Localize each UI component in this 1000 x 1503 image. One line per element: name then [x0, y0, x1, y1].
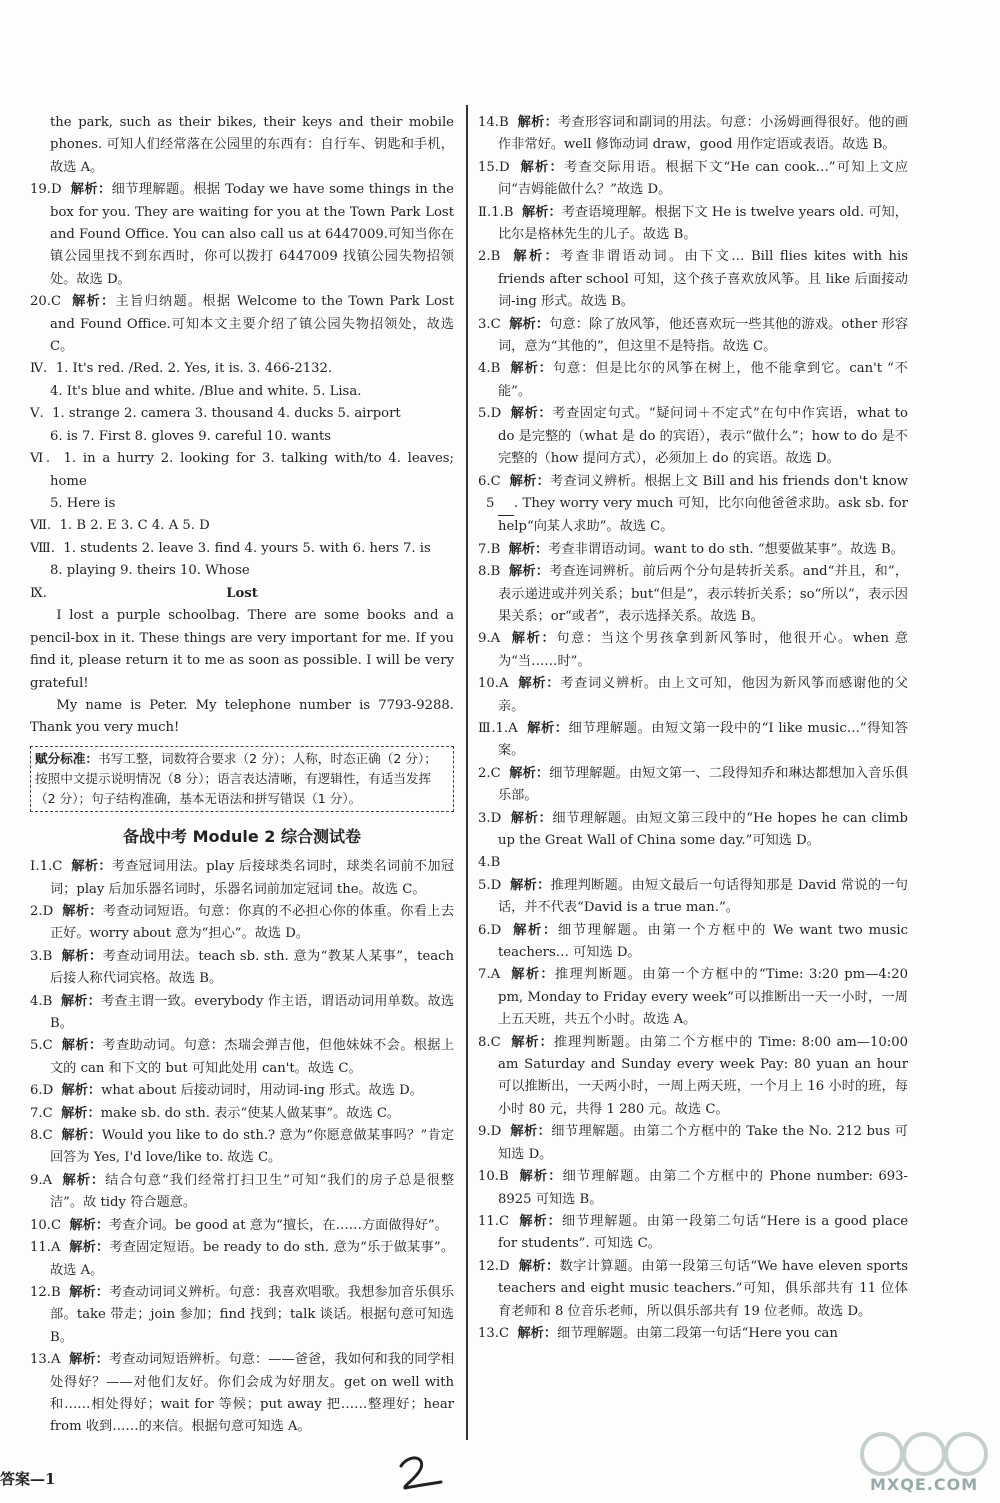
- answer-item: [478, 561, 908, 628]
- explanation-label: 解析：: [61, 1128, 102, 1144]
- answer-number: 19.D: [30, 182, 62, 198]
- answer-text: 考查交际用语。根据下文“He can cook…”可知上文应问“吉姆能做什么？”故选 D。: [498, 159, 909, 198]
- explanation-label: 解析：: [510, 1124, 552, 1140]
- answer-number: 3.B: [30, 948, 53, 964]
- answer-number: 8.C: [478, 1034, 501, 1050]
- essay-paragraph-1: I lost a purple schoolbag. There are some books and a pencil-box in it. These things are very important for me. If you find it, please return it to me as soon as possible. I will be very grateful!: [30, 608, 454, 691]
- handwritten-mark: [395, 1452, 445, 1492]
- answer-number: 7.A: [478, 967, 501, 983]
- scoring-criteria-box: [30, 746, 454, 812]
- answer-number: 7.B: [478, 541, 501, 557]
- explanation-label: 解析：: [509, 765, 550, 781]
- answer-text: 1. strange 2. camera 3. thousand 4. ducks 5. airport: [52, 406, 401, 422]
- answer-text: 6. is 7. First 8. gloves 9. careful 10. wants: [50, 428, 332, 444]
- answer-item: [30, 448, 454, 493]
- explanation-label: 解析：: [511, 1034, 554, 1050]
- answer-number: 10.A: [478, 676, 509, 692]
- answer-number: 3.C: [478, 316, 501, 332]
- answer-text: 考查固定句式。“疑问词＋不定式”在句中作宾语，what to do 是完整的（what 是 do 的宾语），表示“做什么”；how to do 是不完整的（how 提问方式），必须加上 do 的宾语。故选 D。: [498, 406, 909, 467]
- essay-title: Lost: [226, 585, 258, 601]
- answer-text: 1. It's red. /Red. 2. Yes, it is. 3. 466-2132.: [55, 361, 333, 377]
- explanation-label: 解析：: [62, 904, 103, 919]
- answer-text: 主旨归纳题。根据 Welcome to the Town Park Lost and Found Office.可知本文主要介绍了镇公园失物招领处，故选 C。: [50, 294, 454, 355]
- explanation-label: 解析：: [61, 948, 103, 964]
- answer-item: [30, 179, 454, 291]
- answer-text: 考查动词短语辨析。句意：——爸爸，我如何和我的同学相处得好？——对他们友好。你们会成为好朋友。get on well with 和……相处得好；wait for 等候；put away 把……整理好；hear from 收到……的来信。根据句意可知选 A。: [50, 1352, 455, 1435]
- left-answer-list: [30, 112, 454, 583]
- answer-text: 考查主谓一致。everybody 作主语，谓语动词用单数。故选 B。: [50, 993, 455, 1032]
- answer-item: [30, 1349, 454, 1439]
- explanation-label: 解析：: [520, 159, 565, 175]
- explanation-label: 解析：: [519, 1169, 563, 1185]
- explanation-label: 解析：: [69, 1217, 110, 1233]
- answer-item: [30, 493, 454, 515]
- column-divider: [466, 105, 468, 1440]
- explanation-label: 解析：: [517, 115, 559, 130]
- answer-number: 6.D: [478, 922, 502, 938]
- answer-number: 8.B: [478, 564, 501, 580]
- answer-text: 考查助动词。句意：杰瑞会弹吉他，但他妹妹不会。根据上文的 can 和下文的 but 可知此处用 can't。故选 C。: [50, 1038, 455, 1076]
- answer-text: 8. playing 9. theirs 10. Whose: [50, 563, 250, 579]
- answer-item: [478, 1032, 908, 1122]
- answer-number: 13.A: [30, 1352, 61, 1368]
- answer-item: [30, 515, 454, 537]
- answer-text: 1. B 2. E 3. C 4. A 5. D: [59, 518, 210, 534]
- answer-item: [30, 403, 454, 425]
- explanation-label: 解析：: [519, 1213, 562, 1229]
- module-2-answer-list: [30, 856, 454, 1439]
- explanation-label: 解析：: [518, 676, 561, 692]
- explanation-label: 解析：: [508, 541, 549, 557]
- answer-item: [30, 901, 454, 946]
- answer-text: 考查词义辨析。由上文可知，他因为新风筝而感谢他的父亲。: [498, 676, 909, 714]
- answer-text: 4. It's blue and white. /Blue and white. 5. Lisa.: [50, 383, 362, 399]
- answer-item: [478, 112, 908, 157]
- answer-text: 句意：当这个男孩拿到新风筝时，他很开心。when 意为“当……时”。: [498, 631, 908, 669]
- answer-number: 6.C: [478, 473, 501, 489]
- answer-number: 3.D: [478, 810, 502, 826]
- explanation-label: 解析：: [61, 1083, 102, 1099]
- answer-text: 细节理解题。由短文第三段中的“He hopes he can climb up the Great Wall of China some day.”可知选 D。: [498, 810, 908, 848]
- answer-item: [30, 538, 454, 560]
- blank-number: 5: [498, 493, 514, 516]
- answer-number: Ⅵ.: [30, 451, 51, 467]
- answer-text: 考查固定短语。be ready to do sth. 意为“乐于做某事”。故选 A。: [50, 1240, 455, 1278]
- explanation-label: 解析：: [61, 1038, 103, 1054]
- answer-item: [30, 1035, 454, 1080]
- answer-text: make sb. do sth. 表示“使某人做某事”。故选 C。: [100, 1105, 401, 1121]
- answer-text: 考查动词用法。teach sb. sth. 意为“教某人某事”，teach 后接人称代词宾格。故选 B。: [50, 948, 455, 987]
- answer-text: 推理判断题。由第二个方框中的 Time: 8:00 am—10:00 am Saturday and Sunday every week Pay: 80 yuan an hour 可以推断出，一天两小时，一周上两天班，一个月上 16 小时的班，每小时 80 元，共得 1 280 元。故选 C。: [498, 1034, 909, 1117]
- answer-number: 8.C: [30, 1128, 53, 1144]
- answer-text: 细节理解题。由第一段第二句话“Here is a good place for students”. 可知选 C。: [498, 1213, 909, 1252]
- answer-item: [30, 358, 454, 380]
- answer-number: 2.B: [478, 249, 501, 265]
- answer-text: 考查介词。be good at 意为“擅长，在……方面做得好”。: [109, 1217, 448, 1233]
- answer-number: 2.C: [478, 765, 501, 781]
- answer-item: [478, 920, 908, 965]
- answer-text: 细节理解题。由第一个方框中的 We want two music teachers… 可知选 D。: [498, 922, 909, 961]
- explanation-label: 解析：: [517, 1325, 558, 1341]
- answer-number: Ⅷ.: [30, 540, 55, 556]
- answer-text: 考查形容词和副词的用法。句意：小汤姆画得很好。他的画作非常好。well 修饰动词 draw，good 用作定语或表语。故选 B。: [498, 115, 909, 153]
- answer-item: [30, 1215, 454, 1237]
- explanation-label: 解析：: [62, 1172, 106, 1188]
- answer-number: 5.D: [478, 877, 502, 893]
- answer-item: [478, 471, 908, 539]
- answer-item: [478, 673, 908, 718]
- explanation-label: 解析：: [510, 361, 553, 377]
- answer-item: [30, 1125, 454, 1170]
- answer-item: [30, 946, 454, 991]
- answer-item: [478, 246, 908, 313]
- answer-number: Ⅴ.: [30, 406, 44, 422]
- answer-item: [30, 856, 454, 901]
- essay-paragraph-2: My name is Peter. My telephone number is 7793-9288. Thank you very much!: [30, 697, 454, 736]
- explanation-label: 解析：: [518, 1258, 560, 1274]
- watermark-text: MXQE.COM: [870, 1475, 979, 1494]
- answer-text: 细节理解题。由短文第一、二段得知乔和琳达都想加入音乐俱乐部。: [498, 765, 909, 804]
- answer-item: [30, 426, 454, 448]
- answer-number: 4.B: [478, 855, 501, 871]
- section-title: 备战中考 Module 2 综合测试卷: [123, 826, 361, 846]
- answer-text: 细节理解题。由第二个方框中的 Phone number: 693-8925 可知选 B。: [498, 1169, 908, 1207]
- explanation-label: 解析：: [69, 1352, 109, 1368]
- answer-item: [30, 112, 454, 179]
- answer-number: Ⅶ.: [30, 518, 52, 534]
- answer-number: 10.C: [30, 1217, 62, 1233]
- answer-item: [478, 718, 908, 763]
- explanation-label: 解析：: [71, 859, 112, 875]
- answer-item: [478, 539, 908, 561]
- answer-item: [478, 202, 908, 247]
- explanation-label: 解析：: [509, 473, 551, 489]
- explanation-label: 解析：: [69, 1240, 110, 1256]
- answer-text: 1. students 2. leave 3. find 4. yours 5. with 6. hers 7. is: [63, 540, 431, 556]
- explanation-label: 解析：: [70, 182, 112, 198]
- explanation-label: 解析：: [522, 204, 562, 220]
- answer-number: 10.B: [478, 1169, 509, 1185]
- answer-item: [30, 1103, 454, 1125]
- explanation-label: 解析：: [60, 993, 101, 1009]
- answer-item: [30, 1080, 454, 1102]
- answer-item: [30, 291, 454, 358]
- answer-number: 6.D: [30, 1083, 54, 1099]
- explanation-label: 解析：: [69, 1284, 110, 1300]
- answer-number: 11.C: [478, 1213, 510, 1229]
- answer-text: 句意：但是比尔的风筝在树上，他不能拿到它。can't “不能”。: [498, 361, 908, 399]
- answer-item: [30, 1282, 454, 1349]
- answer-item: [478, 314, 908, 359]
- answer-item: [478, 763, 908, 808]
- answer-item: [478, 1211, 908, 1256]
- answer-number: 9.D: [478, 1124, 502, 1140]
- answer-text: 考查非谓语动词。want to do sth. “想要做某事”。故选 B。: [548, 541, 904, 557]
- answer-item: [478, 875, 908, 920]
- answer-text: 考查动词短语。句意：你真的不必担心你的体重。你看上去正好。worry about 意为“担心”。故选 D。: [50, 904, 455, 942]
- answer-item: [478, 358, 908, 403]
- answer-number: 12.B: [30, 1284, 61, 1300]
- answer-text: the park, such as their bikes, their keys and their mobile phones. 可知人们经常落在公园里的东西有：自行车、钥匙和手机，故选 A。: [50, 115, 454, 175]
- answer-number: Ⅳ.: [30, 361, 48, 377]
- answer-text: 5. Here is: [50, 495, 116, 511]
- answer-number: 15.D: [478, 159, 510, 175]
- answer-number: 20.C: [30, 294, 62, 310]
- answer-item: [478, 1323, 908, 1345]
- answer-text: Would you like to do sth.? 意为“你愿意做某事吗？”肯定回答为 Yes, I'd love/like to. 故选 C。: [50, 1128, 455, 1166]
- answer-number: 13.C: [478, 1325, 510, 1341]
- answer-text: what about 后接动词时，用动词-ing 形式。故选 D。: [101, 1083, 423, 1099]
- answer-item: [30, 560, 454, 582]
- answer-text: 考查非谓语动词。由下文… Bill flies kites with his friends after school 可知，这个孩子喜欢放风筝。且 like 后面接动词-ing 形式。故选 B。: [498, 249, 908, 310]
- page-footer-label: 答案—1: [0, 1470, 56, 1488]
- answer-text: 细节理解题。由第二个方框中的 Take the No. 212 bus 可知选 D。: [498, 1124, 908, 1162]
- answer-text: 推理判断题。由第一个方框中的“Time: 3:20 pm—4:20 pm, Monday to Friday every week”可以推断出一天一小时，一周上五天班，共五个小时。故选 A。: [498, 967, 908, 1028]
- explanation-label: 解析：: [509, 316, 550, 332]
- answer-number: 2.D: [30, 904, 54, 919]
- explanation-label: 解析：: [510, 406, 553, 422]
- explanation-label: 解析：: [510, 877, 551, 893]
- explanation-label: 解析：: [513, 922, 558, 938]
- explanation-label: 解析：: [72, 294, 116, 310]
- explanation-label: 解析：: [61, 1105, 101, 1121]
- right-answer-list: [478, 112, 908, 1345]
- answer-item: [478, 852, 908, 874]
- answer-number: 9.A: [30, 1172, 53, 1188]
- answer-number: 11.A: [30, 1240, 61, 1256]
- scoring-criteria-label: 赋分标准：: [35, 750, 98, 766]
- answer-number: 14.B: [478, 115, 509, 130]
- answer-item: [30, 1237, 454, 1282]
- answer-item: [478, 808, 908, 853]
- answer-number: 5.C: [30, 1038, 53, 1054]
- answer-item: [478, 964, 908, 1031]
- answer-text: 1. in a hurry 2. looking for 3. talking with/to 4. leaves; home: [50, 451, 454, 489]
- right-column: [478, 112, 908, 1345]
- answer-item: [30, 1170, 454, 1215]
- answer-number: Ⅰ.1.C: [30, 859, 63, 875]
- answer-text: 细节理解题。由第二段第一句话“Here you can: [557, 1325, 838, 1341]
- answer-number: 9.A: [478, 631, 501, 647]
- answer-text: 细节理解题。根据 Today we have some things in the box for you. They are waiting for you at the Town Park Lost and Found Office. You can also call us at 6447009.可知当你在镇公园里找不到东西时，你可以拨打 6447009 找镇公园失物招领处。故选 D。: [50, 182, 454, 287]
- answer-item: [30, 991, 454, 1036]
- answer-text: 考查冠词用法。play 后接球类名词时，球类名词前不加冠词；play 后加乐器名词时，乐器名词前加定冠词 the。故选 C。: [50, 859, 455, 897]
- answer-item: [478, 157, 908, 202]
- left-column: [30, 112, 454, 1439]
- explanation-label: 解析：: [527, 720, 569, 736]
- explanation-label: 解析：: [513, 249, 561, 265]
- scoring-criteria-text: 书写工整，词数符合要求（2 分）；人称，时态正确（2 分）；按照中文提示说明情况（8 分）；语言表达清晰，有逻辑性，有适当发挥（2 分）；句子结构准确，基本无语法和拼写错误（1 分）。: [35, 750, 437, 806]
- answer-text: 细节理解题。由短文第一段中的“I like music…”得知答案。: [498, 720, 909, 759]
- answer-text: 句意：除了放风筝，他还喜欢玩一些其他的游戏。other 形容词，意为“其他的”，但这里不是特指。故选 C。: [498, 316, 909, 355]
- answer-text: 结合句意“我们经常打扫卫生”可知“我们的房子总是很整洁”。故 tidy 符合题意。: [50, 1172, 455, 1211]
- explanation-label: 解析：: [511, 631, 557, 647]
- answer-text: 考查词义辨析。根据上文 Bill and his friends don't know: [550, 473, 909, 489]
- essay-label: Ⅸ.: [30, 585, 47, 601]
- answer-number: Ⅱ.1.B: [478, 204, 514, 220]
- answer-item: [478, 1166, 908, 1211]
- answer-number: 5.D: [478, 406, 502, 422]
- answer-number: 4.B: [478, 361, 501, 377]
- answer-text: 考查语境理解。根据下文 He is twelve years old. 可知，比尔是格林先生的儿子。故选 B。: [498, 204, 908, 243]
- answer-number: Ⅲ.1.A: [478, 720, 518, 736]
- answer-text: 推理判断题。由短文最后一句话得知那是 David 常说的一句话，并不代表“David is a true man.”。: [498, 877, 908, 916]
- answer-number: 4.B: [30, 993, 53, 1009]
- answer-item: [478, 403, 908, 470]
- answer-text: 考查动词词义辨析。句意：我喜欢唱歌。我想参加音乐俱乐部。take 带走；join 参加；find 找到；talk 谈话。根据句意可知选 B。: [50, 1284, 455, 1345]
- answer-item: [478, 1121, 908, 1166]
- answer-number: 12.D: [478, 1258, 510, 1274]
- answer-item: [478, 1256, 908, 1323]
- explanation-label: 解析：: [510, 810, 553, 826]
- answer-item: [30, 381, 454, 403]
- explanation-label: 解析：: [509, 564, 550, 580]
- answer-text: 考查连词辨析。前后两个分句是转折关系。and“并且，和”，表示递进或并列关系；but“但是”，表示转折关系；so“所以”，表示因果关系；or“或者”，表示选择关系。故选 B。: [498, 564, 908, 624]
- explanation-label: 解析：: [511, 967, 555, 983]
- answer-number: 7.C: [30, 1105, 53, 1121]
- answer-text-continued: . They worry very much 可知，比尔向他爸爸求助。ask sb. for help“向某人求助”。故选 C。: [498, 495, 908, 535]
- answer-text: 数字计算题。由第一段第三句话“We have eleven sports teachers and eight music teachers.”可知，俱乐部共有 11 位体育老师和 8 位音乐老师，所以俱乐部共有 19 位老师。故选 D。: [498, 1258, 909, 1319]
- answer-item: [478, 628, 908, 673]
